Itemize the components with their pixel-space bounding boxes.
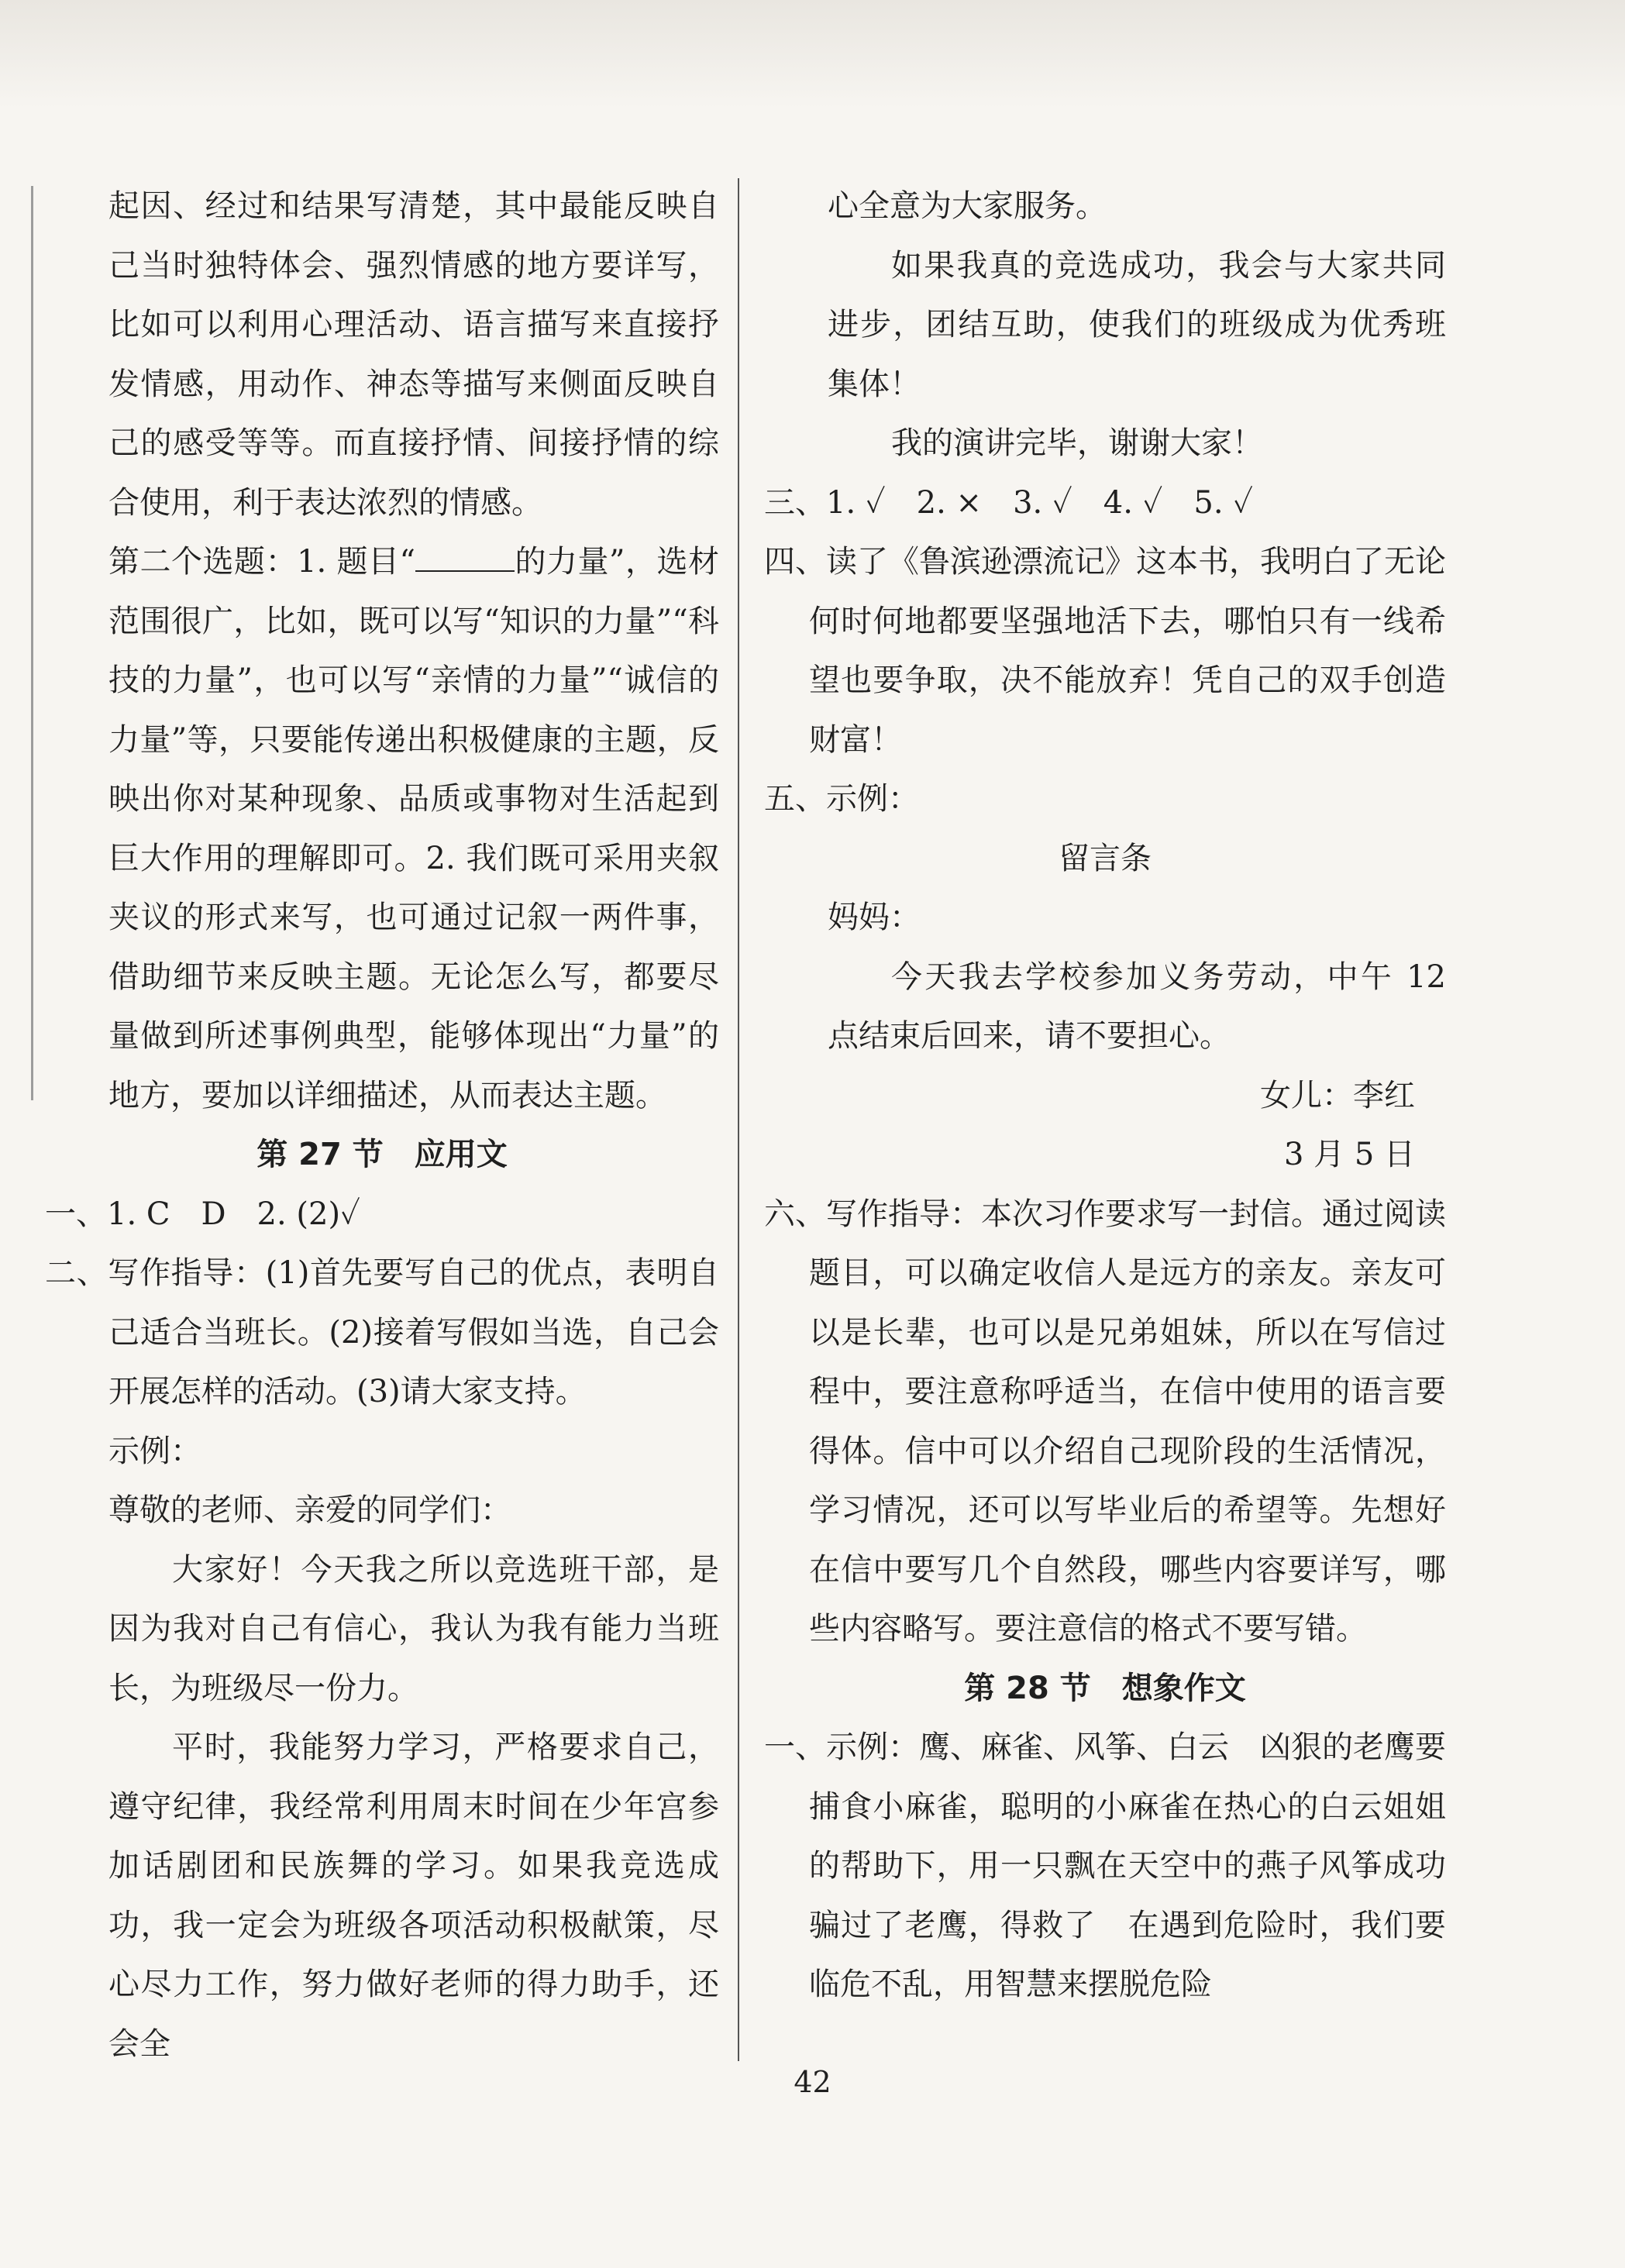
right-column [764,177,1446,2015]
note-recipient: 妈妈： [828,900,921,935]
speech-paragraph: 如果我真的竞选成功，我会与大家共同进步，团结互助，使我们的班级成为优秀班集体！ [828,247,1446,402]
speech-paragraph: 大家好！今天我之所以竞选班干部，是因为我对自己有信心，我认为我有能力当班长，为班级尽一份力。 [108,1551,719,1706]
answer-item-1: 一、1. C D 2. (2)✓ [45,1196,360,1232]
section-27-title: 第 27 节 应用文 [256,1137,508,1172]
speech-paragraph: 我的演讲完毕，谢谢大家！ [891,425,1263,461]
answer-item-5: 五、示例： [764,781,919,817]
paragraph-second-topic [45,532,719,1125]
answer-item-3: 三、1. ✓ 2. × 3. ✓ 4. ✓ 5. ✓ [764,484,1254,521]
page-top-shadow [0,0,1625,108]
answer-item-4: 四、读了《鲁滨逊漂流记》这本书，我明白了无论何时何地都要坚强地活下去，哪怕只有一线希望也要争取，决不能放弃！凭自己的双手创造财富！ [764,544,1446,758]
left-column [45,177,719,2074]
note-title: 留言条 [1059,840,1152,876]
speech-paragraph-continued: 心全意为大家服务。 [828,188,1107,224]
speech-salutation: 尊敬的老师、亲爱的同学们： [108,1492,511,1528]
section-28-title: 第 28 节 想象作文 [964,1670,1246,1706]
speech-paragraph: 平时，我能努力学习，严格要求自己，遵守纪律，我经常利用周末时间在少年宫参加话剧团和民族舞的学习。如果我竞选成功，我一定会为班级各项活动积极献策，尽心尽力工作，努力做好老师的得力助手，还会全 [108,1729,719,2062]
page-number: 42 [794,2065,831,2099]
text-segment: 的力量”，选材范围很广，比如，既可以写“知识的力量”“科技的力量”，也可以写“亲情的力量”“诚信的力量”等，只要能传递出积极健康的主题，反映出你对某种现象、品质或事物对生活起到巨大作用的理解即可。2. 我们既可采用夹叙夹议的形式来写，也可通过记叙一两件事，借助细节来反映主题。无论怎么写，都要尽量做到所述事例典型，能够体现出“力量”的地方，要加以详细描述，从而表达主题。 [108,544,719,1113]
note-signature: 女儿：李红 [1260,1077,1415,1113]
paragraph: 起因、经过和结果写清楚，其中最能反映自己当时独特体会、强烈情感的地方要详写，比如可以利用心理活动、语言描写来直接抒发情感，用动作、神态等描写来侧面反映自己的感受等等。而直接抒情、间接抒情的综合使用，利于表达浓烈的情感。 [108,188,719,521]
answer-item-7: 一、示例：鹰、麻雀、风筝、白云 凶狠的老鹰要捕食小麻雀，聪明的小麻雀在热心的白云姐姐的帮助下，用一只飘在天空中的燕子风筝成功骗过了老鹰，得救了 在遇到危险时，我们要临危不乱，用智慧来摆脱危险 [764,1729,1446,2002]
answer-item-6: 六、写作指导：本次习作要求写一封信。通过阅读题目，可以确定收信人是远方的亲友。亲友可以是长辈，也可以是兄弟姐妹，所以在写信过程中，要注意称呼适当，在信中使用的语言要得体。信中可以介绍自己现阶段的生活情况，学习情况，还可以写毕业后的希望等。先想好在信中要写几个自然段，哪些内容要详写，哪些内容略写。要注意信的格式不要写错。 [764,1196,1446,1647]
column-divider [738,178,739,2061]
example-label: 示例： [108,1433,201,1469]
text-segment: 第二个选题：1. 题目“ [108,544,415,580]
fill-blank [415,541,515,572]
note-body: 今天我去学校参加义务劳动，中午 12 点结束后回来，请不要担心。 [828,958,1446,1054]
binding-line [31,186,33,1100]
answer-item-2: 二、写作指导：(1)首先要写自己的优点，表明自己适合当班长。(2)接着写假如当选，自己会开展怎样的活动。(3)请大家支持。 [45,1255,719,1409]
note-date: 3 月 5 日 [1283,1137,1415,1172]
